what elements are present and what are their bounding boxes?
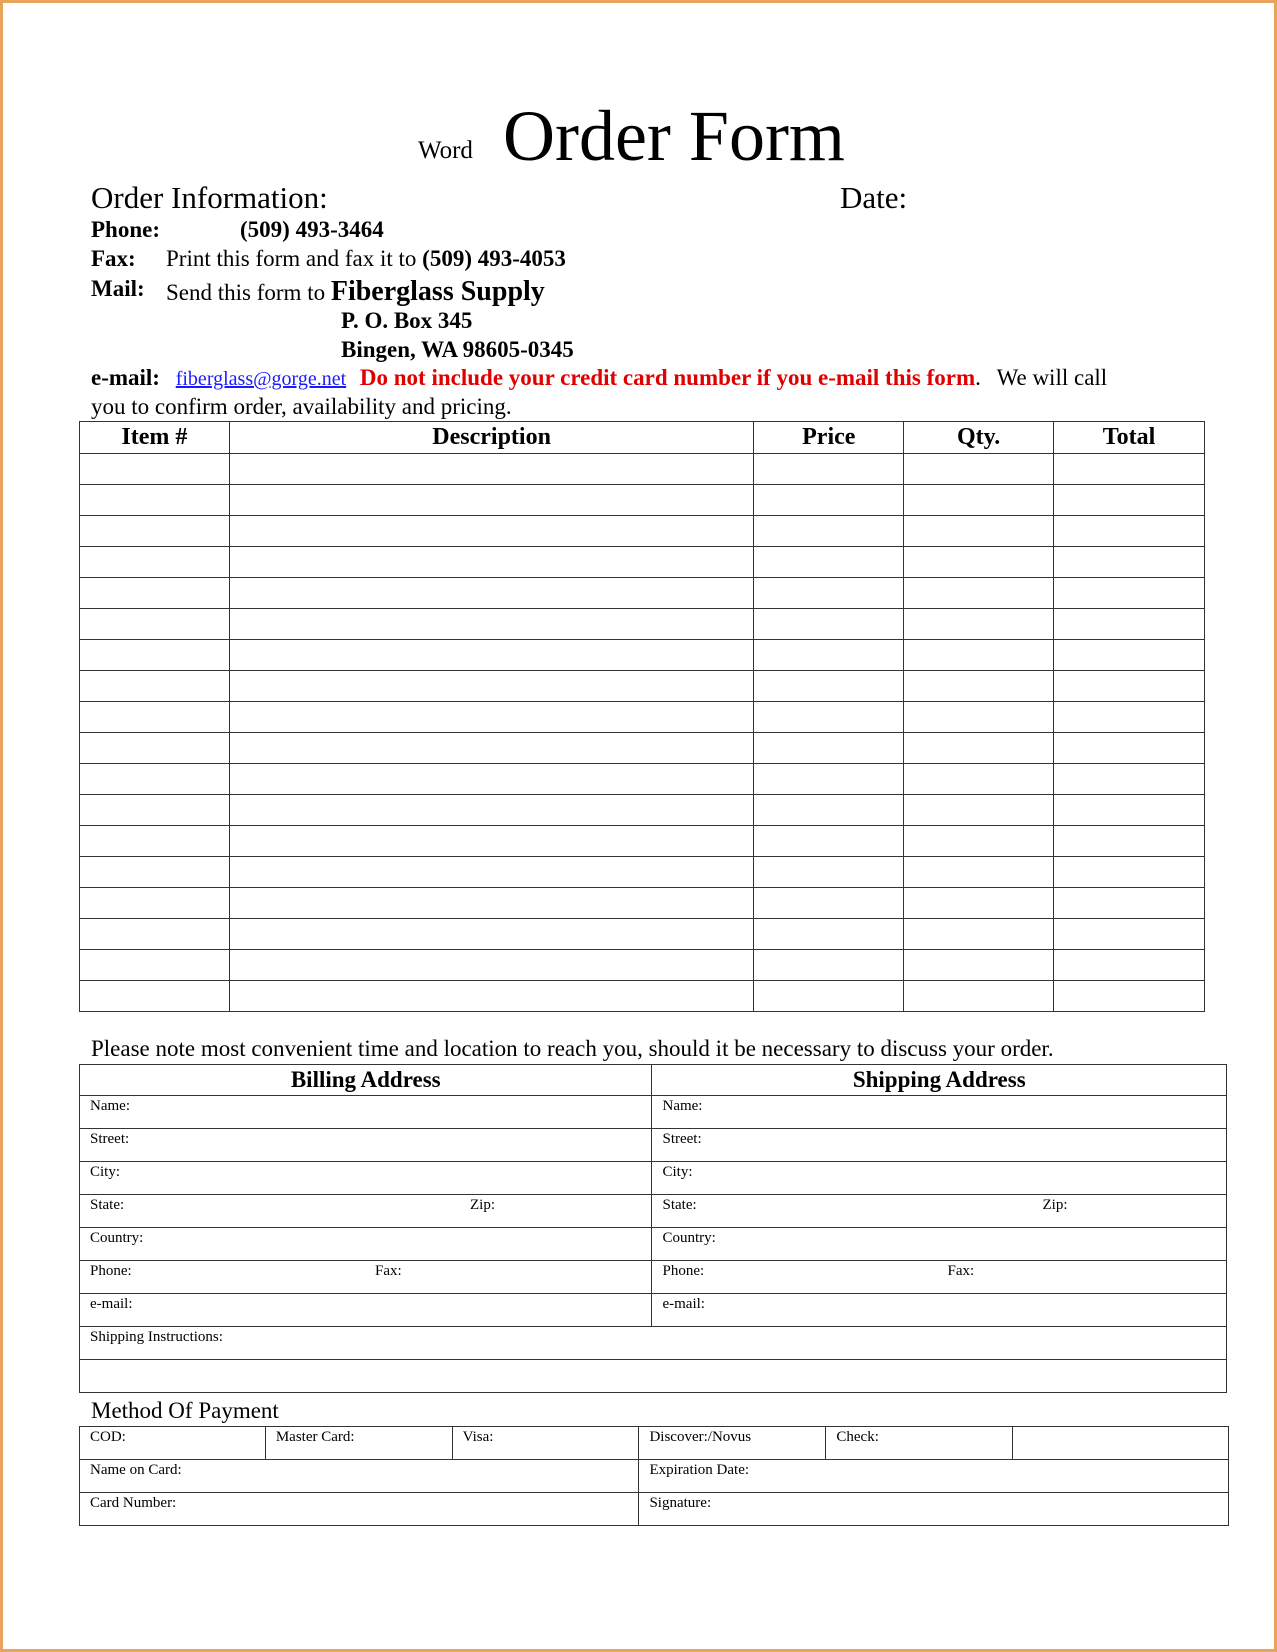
- qty-cell[interactable]: [904, 764, 1054, 795]
- total-cell[interactable]: [1054, 857, 1205, 888]
- column-total: Total: [1054, 422, 1205, 454]
- column-qty: Qty.: [904, 422, 1054, 454]
- billing-street-field[interactable]: [80, 1129, 652, 1162]
- discover-field[interactable]: [639, 1427, 826, 1460]
- name-on-card-label: Name on Card:: [90, 1462, 182, 1478]
- item-number-cell[interactable]: [80, 764, 230, 795]
- item-number-cell[interactable]: [80, 826, 230, 857]
- signature-field[interactable]: [639, 1493, 1229, 1526]
- signature-label: Signature:: [649, 1495, 712, 1511]
- billing-phone-label: Phone:: [90, 1263, 132, 1279]
- item-number-cell[interactable]: [80, 671, 230, 702]
- table-row: [80, 826, 1205, 857]
- item-number-cell[interactable]: [80, 547, 230, 578]
- item-number-cell[interactable]: [80, 454, 230, 485]
- table-row: [80, 857, 1205, 888]
- discover-label: Discover:/Novus: [649, 1429, 752, 1445]
- name-on-card-field[interactable]: [80, 1460, 639, 1493]
- price-cell[interactable]: [754, 671, 904, 702]
- fax-line: [91, 246, 566, 272]
- billing-zip-label: Zip:: [470, 1197, 495, 1213]
- mail-text: Send this form to: [166, 280, 326, 305]
- qty-cell[interactable]: [904, 826, 1054, 857]
- description-cell[interactable]: [229, 795, 753, 826]
- check-label: Check:: [836, 1429, 879, 1445]
- shipping-state-zip-field[interactable]: [652, 1195, 1227, 1228]
- qty-cell[interactable]: [904, 795, 1054, 826]
- price-cell[interactable]: [754, 919, 904, 950]
- description-cell[interactable]: [229, 702, 753, 733]
- company-name: Fiberglass Supply: [330, 276, 545, 307]
- price-cell[interactable]: [754, 826, 904, 857]
- order-information-heading: Order Information:: [91, 180, 328, 215]
- mail-label: Mail:: [91, 276, 145, 301]
- qty-cell[interactable]: [904, 702, 1054, 733]
- qty-cell[interactable]: [904, 454, 1054, 485]
- price-cell[interactable]: [754, 764, 904, 795]
- table-row: [80, 764, 1205, 795]
- description-cell[interactable]: [229, 454, 753, 485]
- phone-value: (509) 493-3464: [240, 217, 384, 242]
- qty-cell[interactable]: [904, 919, 1054, 950]
- table-row: [80, 981, 1205, 1012]
- shipping-state-label: State:: [662, 1197, 697, 1213]
- price-cell[interactable]: [754, 578, 904, 609]
- table-row: [80, 702, 1205, 733]
- shipping-email-label: e-mail:: [662, 1296, 705, 1312]
- description-cell[interactable]: [229, 919, 753, 950]
- item-number-cell[interactable]: [80, 857, 230, 888]
- email-note-continued: you to confirm order, availability and pricing.: [91, 394, 512, 419]
- table-row: [80, 671, 1205, 702]
- phone-line: [91, 217, 384, 243]
- description-cell[interactable]: [229, 826, 753, 857]
- email-link[interactable]: fiberglass@gorge.net: [175, 368, 347, 390]
- shipping-name-label: Name:: [662, 1098, 703, 1114]
- shipping-email-field[interactable]: [652, 1294, 1227, 1327]
- qty-cell[interactable]: [904, 485, 1054, 516]
- card-number-label: Card Number:: [90, 1495, 177, 1511]
- email-warning-end: .: [975, 365, 981, 390]
- description-cell[interactable]: [229, 981, 753, 1012]
- total-cell[interactable]: [1054, 640, 1205, 671]
- table-row: [80, 640, 1205, 671]
- cod-field[interactable]: [80, 1427, 266, 1460]
- shipping-instructions-extra-line[interactable]: [80, 1360, 1227, 1393]
- mail-line: [91, 276, 545, 307]
- column-price: Price: [754, 422, 904, 454]
- email-note: We will call: [996, 365, 1108, 390]
- date-label: Date:: [840, 180, 908, 215]
- billing-phone-fax-field[interactable]: [80, 1261, 652, 1294]
- table-row: [80, 454, 1205, 485]
- table-row: [80, 733, 1205, 764]
- shipping-city-field[interactable]: [652, 1162, 1227, 1195]
- table-row: [80, 950, 1205, 981]
- billing-state-zip-field[interactable]: [80, 1195, 652, 1228]
- billing-fax-label: Fax:: [375, 1263, 402, 1279]
- description-cell[interactable]: [229, 671, 753, 702]
- email-label: e-mail:: [91, 365, 160, 390]
- billing-email-field[interactable]: [80, 1294, 652, 1327]
- total-cell[interactable]: [1054, 702, 1205, 733]
- qty-cell[interactable]: [904, 578, 1054, 609]
- qty-cell[interactable]: [904, 733, 1054, 764]
- items-header-row: [80, 422, 1205, 454]
- price-cell[interactable]: [754, 485, 904, 516]
- price-cell[interactable]: [754, 516, 904, 547]
- billing-country-label: Country:: [90, 1230, 144, 1246]
- total-cell[interactable]: [1054, 764, 1205, 795]
- check-field[interactable]: [826, 1427, 1013, 1460]
- price-cell[interactable]: [754, 733, 904, 764]
- total-cell[interactable]: [1054, 671, 1205, 702]
- address-line-1: P. O. Box 345: [341, 308, 473, 333]
- description-cell[interactable]: [229, 888, 753, 919]
- address-table: [79, 1064, 1227, 1393]
- billing-street-label: Street:: [90, 1131, 130, 1147]
- qty-cell[interactable]: [904, 609, 1054, 640]
- shipping-street-field[interactable]: [652, 1129, 1227, 1162]
- price-cell[interactable]: [754, 609, 904, 640]
- check-number-field[interactable]: [1013, 1427, 1229, 1460]
- qty-cell[interactable]: [904, 640, 1054, 671]
- description-cell[interactable]: [229, 640, 753, 671]
- total-cell[interactable]: [1054, 888, 1205, 919]
- description-cell[interactable]: [229, 733, 753, 764]
- shipping-zip-label: Zip:: [1042, 1197, 1068, 1213]
- description-cell[interactable]: [229, 485, 753, 516]
- price-cell[interactable]: [754, 981, 904, 1012]
- shipping-country-label: Country:: [662, 1230, 716, 1246]
- item-number-cell[interactable]: [80, 516, 230, 547]
- description-cell[interactable]: [229, 578, 753, 609]
- table-row: [80, 919, 1205, 950]
- fax-text: Print this form and fax it to: [166, 246, 417, 271]
- qty-cell[interactable]: [904, 950, 1054, 981]
- billing-city-field[interactable]: [80, 1162, 652, 1195]
- total-cell[interactable]: [1054, 826, 1205, 857]
- price-cell[interactable]: [754, 888, 904, 919]
- item-number-cell[interactable]: [80, 733, 230, 764]
- cod-label: COD:: [90, 1429, 126, 1445]
- total-cell[interactable]: [1054, 485, 1205, 516]
- billing-state-label: State:: [90, 1197, 125, 1213]
- description-cell[interactable]: [229, 950, 753, 981]
- visa-field[interactable]: [452, 1427, 639, 1460]
- qty-cell[interactable]: [904, 981, 1054, 1012]
- address-line-2: Bingen, WA 98605-0345: [341, 337, 574, 362]
- price-cell[interactable]: [754, 702, 904, 733]
- page-title: Order Form: [503, 96, 845, 176]
- table-row: [80, 485, 1205, 516]
- qty-cell[interactable]: [904, 547, 1054, 578]
- title-prefix: Word: [418, 137, 473, 164]
- total-cell[interactable]: [1054, 547, 1205, 578]
- method-of-payment-heading: Method Of Payment: [91, 1398, 279, 1423]
- total-cell[interactable]: [1054, 733, 1205, 764]
- table-row: [80, 609, 1205, 640]
- column-description: Description: [229, 422, 753, 454]
- item-number-cell[interactable]: [80, 485, 230, 516]
- item-number-cell[interactable]: [80, 702, 230, 733]
- shipping-phone-label: Phone:: [662, 1263, 705, 1279]
- contact-note: Please note most convenient time and location to reach you, should it be necessary to discuss your order.: [91, 1036, 1054, 1061]
- price-cell[interactable]: [754, 795, 904, 826]
- billing-address-heading: Billing Address: [80, 1065, 652, 1096]
- phone-label: Phone:: [91, 217, 160, 242]
- shipping-instructions-field[interactable]: [80, 1327, 1227, 1360]
- shipping-phone-fax-field[interactable]: [652, 1261, 1227, 1294]
- total-cell[interactable]: [1054, 919, 1205, 950]
- table-row: [80, 795, 1205, 826]
- description-cell[interactable]: [229, 516, 753, 547]
- shipping-city-label: City:: [662, 1164, 693, 1180]
- billing-email-label: e-mail:: [90, 1296, 133, 1312]
- total-cell[interactable]: [1054, 609, 1205, 640]
- mastercard-label: Master Card:: [275, 1429, 355, 1445]
- price-cell[interactable]: [754, 547, 904, 578]
- item-number-cell[interactable]: [80, 950, 230, 981]
- email-warning: Do not include your credit card number if you e-mail this form: [359, 365, 976, 390]
- table-row: [80, 547, 1205, 578]
- qty-cell[interactable]: [904, 888, 1054, 919]
- table-row: [80, 578, 1205, 609]
- total-cell[interactable]: [1054, 950, 1205, 981]
- description-cell[interactable]: [229, 547, 753, 578]
- description-cell[interactable]: [229, 609, 753, 640]
- description-cell[interactable]: [229, 857, 753, 888]
- billing-city-label: City:: [90, 1164, 121, 1180]
- email-line: [91, 365, 1107, 391]
- total-cell[interactable]: [1054, 981, 1205, 1012]
- items-table: [79, 421, 1205, 1012]
- price-cell[interactable]: [754, 640, 904, 671]
- price-cell[interactable]: [754, 950, 904, 981]
- billing-name-field[interactable]: [80, 1096, 652, 1129]
- item-number-cell[interactable]: [80, 919, 230, 950]
- price-cell[interactable]: [754, 454, 904, 485]
- visa-label: Visa:: [462, 1429, 494, 1445]
- shipping-street-label: Street:: [662, 1131, 702, 1147]
- total-cell[interactable]: [1054, 578, 1205, 609]
- item-number-cell[interactable]: [80, 888, 230, 919]
- item-number-cell[interactable]: [80, 609, 230, 640]
- table-row: [80, 516, 1205, 547]
- payment-table: [79, 1426, 1229, 1526]
- billing-name-label: Name:: [90, 1098, 130, 1114]
- billing-country-field[interactable]: [80, 1228, 652, 1261]
- price-cell[interactable]: [754, 857, 904, 888]
- qty-cell[interactable]: [904, 671, 1054, 702]
- description-cell[interactable]: [229, 764, 753, 795]
- table-row: [80, 888, 1205, 919]
- shipping-address-heading: Shipping Address: [652, 1065, 1227, 1096]
- shipping-instructions-label: Shipping Instructions:: [90, 1329, 223, 1345]
- shipping-fax-label: Fax:: [947, 1263, 975, 1279]
- qty-cell[interactable]: [904, 516, 1054, 547]
- total-cell[interactable]: [1054, 795, 1205, 826]
- item-number-cell[interactable]: [80, 578, 230, 609]
- item-number-cell[interactable]: [80, 640, 230, 671]
- expiration-date-label: Expiration Date:: [649, 1462, 750, 1478]
- item-number-cell[interactable]: [80, 795, 230, 826]
- item-number-cell[interactable]: [80, 981, 230, 1012]
- shipping-country-field[interactable]: [652, 1228, 1227, 1261]
- mastercard-field[interactable]: [265, 1427, 452, 1460]
- fax-value: (509) 493-4053: [422, 246, 566, 271]
- column-item-number: Item #: [80, 422, 230, 454]
- fax-label: Fax:: [91, 246, 136, 271]
- qty-cell[interactable]: [904, 857, 1054, 888]
- card-number-field[interactable]: [80, 1493, 639, 1526]
- total-cell[interactable]: [1054, 516, 1205, 547]
- expiration-date-field[interactable]: [639, 1460, 1229, 1493]
- shipping-name-field[interactable]: [652, 1096, 1227, 1129]
- total-cell[interactable]: [1054, 454, 1205, 485]
